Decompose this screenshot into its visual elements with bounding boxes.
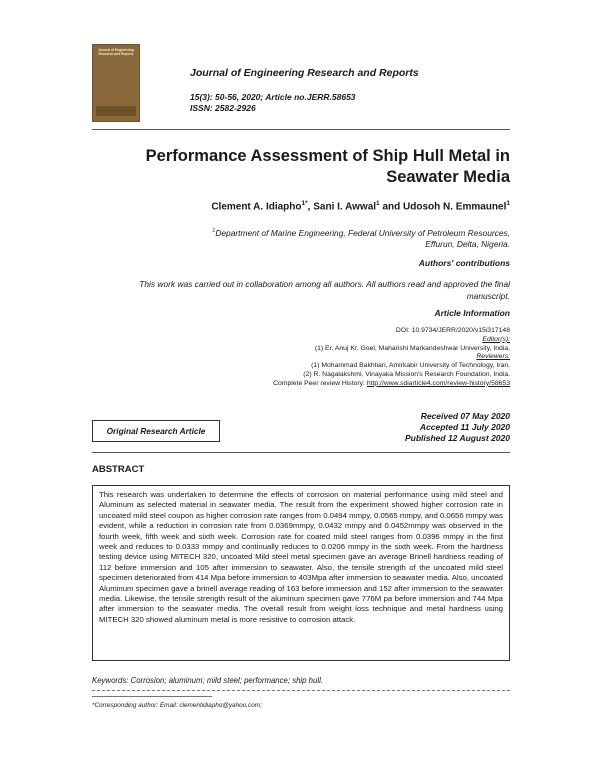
publication-dates [405, 411, 510, 445]
author-list [211, 200, 510, 212]
accepted-date: Accepted 11 July 2020 [419, 422, 510, 433]
author-name: Clement A. Idiapho [211, 201, 302, 213]
review-history-label: Complete Peer review History: [273, 379, 367, 387]
review-history-link[interactable]: http://www.sdiarticle4.com/review-history/58653 [366, 379, 510, 387]
header-divider [92, 129, 510, 130]
cover-title: Journal of Engineering Research and Reports [98, 48, 134, 57]
affiliation-mark: 1 [212, 228, 216, 234]
article-info-heading: Article Information [434, 308, 510, 318]
author-affiliation-mark: 1 [506, 200, 510, 207]
volume-info: 15(3): 50-56, 2020; Article no.JERR.58653 [190, 92, 356, 102]
editor-entry: (1) Er. Anuj Kr. Goel, Maharishi Markandeshwar University, India. [314, 344, 510, 352]
editors-label: Editor(s): [482, 335, 510, 343]
author-name: Sani I. Awwal [313, 201, 377, 213]
footnote-divider [92, 696, 212, 697]
affiliation [150, 226, 510, 251]
article-type-badge: Original Research Article [92, 420, 220, 442]
issn: ISSN: 2582-2926 [190, 103, 256, 113]
cover-band [96, 106, 136, 116]
journal-cover-image [92, 44, 140, 122]
contributions-heading: Authors' contributions [418, 258, 510, 268]
contributions-text [90, 279, 510, 302]
reviewers-label: Reviewers: [476, 353, 510, 361]
author-affiliation-mark: 1 [376, 200, 380, 207]
author-separator: and [379, 201, 404, 213]
author-separator: , [307, 201, 314, 213]
reviewer-entry: (2) R. Nagalakshmi, Vinayaka Mission's Research Foundation, India. [303, 370, 510, 378]
contributions-line-2: manuscript. [466, 290, 510, 301]
article-title [90, 146, 510, 188]
abstract-text: This research was undertaken to determine the effects of corrosion on material performance using mild steel and Aluminum as selected material in seawater media. The result from the experiment showed higher corrosion rate in uncoated mild steel coupon as higher corrosion rate ranges from 0.0494 mmpy, 0.0565 mmpy, and 0.0656 mmpy was evident, while a reduction in corrosion rate from 0.0369mmpy, 0.0432 mmpy and 0.0452mmpy was observed in the fourth week, fifth week and sixth week. Corrosion rate for coated mild steel ranges from 0.0396 mmpy in the first week and reduces to 0.0333 mmpy and continually reduces to 0.0206 mmpy in the sixth week. From the hardness testing device using MITECH 320, uncoated Mild steel metal specimen gave an average Brinell hardness reading of 112 before immersion and 105 after immersion to seawater. Also, the tensile strength of the uncoated mild steel specimen deteriorated from 414 Mpa before immersion to 403Mpa after immersion to seawater media. Also, uncoated Aluminum specimen gave a brinell average reading of 163 before immersion and 152 after immersion to the seawater media. Likewise, the tensile strength result of the aluminum specimen gave 776M pa before immersion and 744 Mpa after immersion to the seawater media. The overall result from weight loss technique and metal hardness using MITECH 320 showed aluminum metal is more resistive to corrosion attack. [92, 485, 510, 661]
title-line-1: Performance Assessment of Ship Hull Metal in [145, 147, 510, 165]
section-divider [92, 452, 510, 453]
title-line-2: Seawater Media [386, 168, 510, 186]
affiliation-line-1: Department of Marine Engineering, Federal University of Petroleum Resources, [215, 227, 510, 238]
author-affiliation-mark: 1* [301, 200, 308, 207]
doi: DOI: 10.9734/JERR/2020/v15i317148 [395, 327, 510, 334]
author-name: Udosoh N. Emmaunel [403, 201, 507, 213]
journal-name: Journal of Engineering Research and Reports [190, 67, 419, 79]
keywords-divider [92, 690, 510, 691]
reviewer-entry: (1) Mohammad Bakhtiari, Amirkabir University of Technology, Iran. [311, 362, 510, 370]
received-date: Received 07 May 2020 [420, 411, 510, 421]
review-history [130, 380, 510, 389]
corresponding-author-footnote: *Corresponding author: Email: clementidiapho@yahoo.com; [92, 702, 262, 709]
affiliation-line-2: Effurun, Delta, Nigeria. [425, 239, 510, 250]
contributions-line-1: This work was carried out in collaboration among all authors. All authors read and approved the final [139, 279, 510, 289]
keywords: Keywords: Corrosion; aluminum; mild steel; performance; ship hull. [92, 676, 323, 685]
abstract-heading: ABSTRACT [92, 464, 145, 475]
published-date: Published 12 August 2020 [404, 433, 510, 444]
article-info-block [130, 327, 510, 389]
